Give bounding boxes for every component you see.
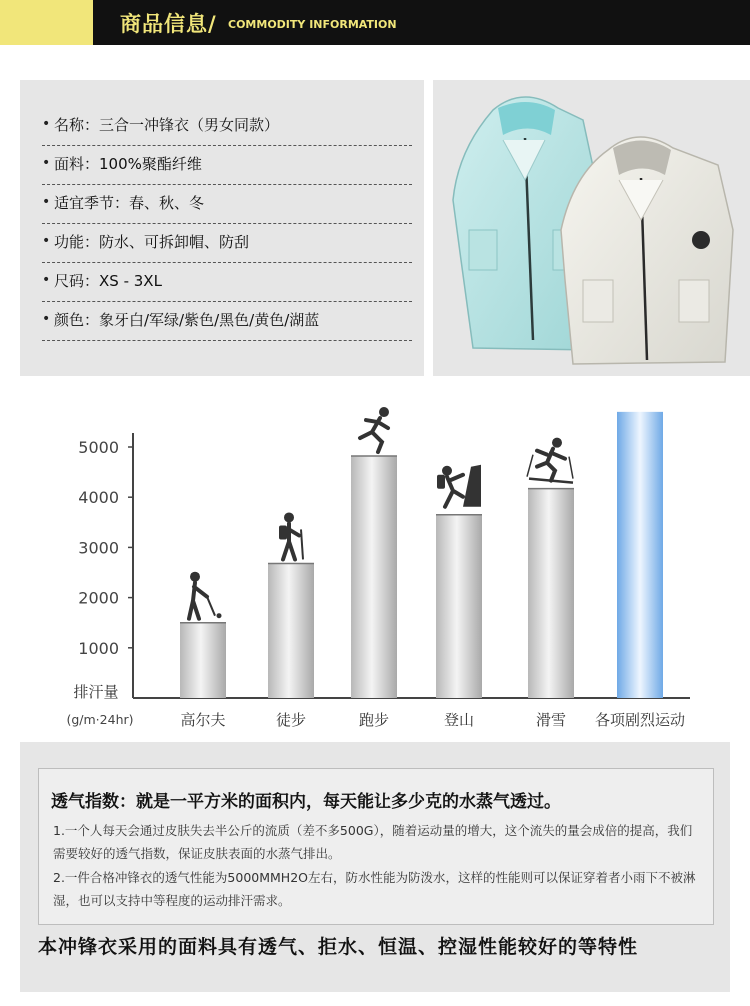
bullet-icon: • bbox=[42, 311, 51, 327]
y-axis-unit: (g/m·24hr) bbox=[66, 712, 134, 727]
info-text: 适宜季节：春、秋、冬 bbox=[54, 194, 205, 212]
x-tick-label: 跑步 bbox=[358, 711, 390, 729]
bullet-icon: • bbox=[42, 233, 51, 249]
info-item-size bbox=[42, 262, 412, 302]
info-text: 尺码：XS - 3XL bbox=[54, 272, 162, 290]
y-tick-label: 1000 bbox=[78, 638, 119, 658]
skiing-icon bbox=[527, 438, 573, 483]
y-axis-label: 排汗量 bbox=[73, 683, 119, 701]
bullet-icon: • bbox=[42, 194, 51, 210]
explanation-para-1: 1.一个人每天会通过皮肤失去半公斤的流质（差不多500G），随着运动量的增大，这个流失的量会成倍的提高，我们需要较好的透气指数，保证皮肤表面的水蒸气排出。 bbox=[53, 823, 693, 861]
bullet-icon: • bbox=[42, 116, 51, 132]
bar bbox=[268, 563, 314, 698]
bar-chart bbox=[0, 395, 750, 740]
info-item-name bbox=[42, 106, 412, 146]
info-item-function bbox=[42, 223, 412, 263]
info-item-color bbox=[42, 301, 412, 341]
x-tick-label: 高尔夫 bbox=[180, 711, 226, 729]
bar bbox=[180, 623, 226, 698]
x-tick-label: 徒步 bbox=[275, 711, 307, 729]
x-tick-label: 登山 bbox=[443, 711, 475, 729]
explanation-para-2: 2.一件合格冲锋衣的透气性能为5000MMH2O左右，防水性能为防泼水，这样的性能则可以保证穿着者小雨下不被淋湿，也可以支持中等程度的运动排汗需求。 bbox=[53, 870, 696, 908]
info-text: 名称：三合一冲锋衣（男女同款） bbox=[54, 116, 280, 134]
bar bbox=[617, 412, 663, 698]
y-tick-label: 4000 bbox=[78, 488, 119, 508]
x-tick-label: 滑雪 bbox=[535, 711, 567, 729]
section-subtitle: COMMODITY INFORMATION bbox=[228, 18, 397, 31]
product-info-panel bbox=[20, 80, 424, 376]
explanation-box bbox=[38, 768, 714, 925]
y-tick-label: 3000 bbox=[78, 538, 119, 558]
info-text: 功能：防水、可拆卸帽、防刮 bbox=[54, 233, 250, 251]
section-title: 商品信息/ bbox=[120, 12, 217, 36]
climbing-icon bbox=[437, 465, 481, 507]
info-text: 面料：100%聚酯纤维 bbox=[54, 155, 202, 173]
jacket-illustration bbox=[433, 80, 750, 376]
sweat-chart bbox=[0, 395, 750, 740]
y-tick-label: 2000 bbox=[78, 588, 119, 608]
bullet-icon: • bbox=[42, 272, 51, 288]
info-item-season bbox=[42, 184, 412, 224]
product-photo bbox=[433, 80, 750, 376]
explanation-title: 透气指数：就是一平方米的面积内，每天能让多少克的水蒸气透过。 bbox=[51, 792, 561, 812]
bullet-icon: • bbox=[42, 155, 51, 171]
x-tick-label: 各项剧烈运动 bbox=[594, 711, 686, 729]
bar bbox=[436, 515, 482, 698]
header-accent bbox=[0, 0, 93, 45]
section-header bbox=[0, 0, 750, 45]
info-item-fabric bbox=[42, 145, 412, 185]
explanation-panel bbox=[20, 742, 730, 992]
ivory-jacket bbox=[561, 137, 733, 364]
feature-headline: 本冲锋衣采用的面料具有透气、拒水、恒温、控湿性能较好的等特性 bbox=[38, 936, 639, 958]
y-tick-label: 5000 bbox=[78, 438, 119, 457]
running-icon bbox=[360, 407, 389, 452]
info-text: 颜色：象牙白/军绿/紫色/黑色/黄色/湖蓝 bbox=[54, 311, 320, 329]
bar bbox=[351, 456, 397, 698]
hiking-icon bbox=[279, 512, 303, 559]
bar bbox=[528, 489, 574, 698]
golf-icon bbox=[189, 572, 222, 619]
